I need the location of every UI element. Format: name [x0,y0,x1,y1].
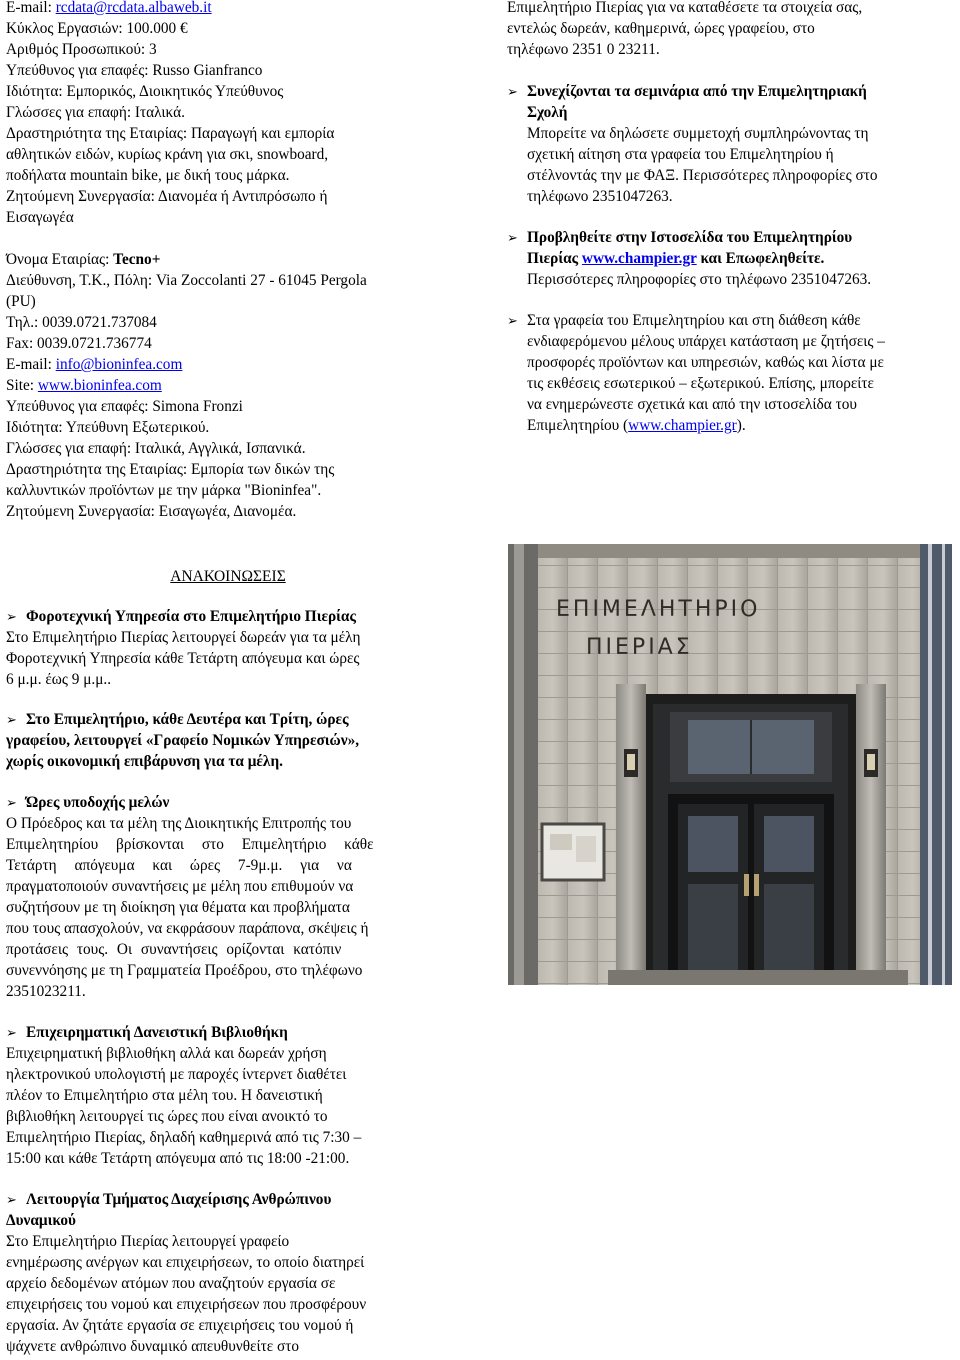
hr-heading-1: Λειτουργία Τμήματος Διαχείρισης Ανθρώπινου [26,1191,332,1208]
address-line-2: (PU) [6,293,36,310]
contact-line-2: Υπεύθυνος για επαφές: Simona Fronzi [6,398,243,415]
hours-text-7: προτάσεις τους. Οι συναντήσεις ορίζονται κατόπιν [6,941,342,958]
arrow-bullet-icon: ➢ [507,84,518,99]
library-text-6: 15:00 και κάθε Τετάρτη απόγευμα από τις 18:00 -21:00. [6,1150,350,1167]
activity-line-1c: ποδήλατα mountain bike, με δική τους μάρκα. [6,167,290,184]
phone-line: Τηλ.: 0039.0721.737084 [6,314,157,331]
activity-line-1b: αθλητικών ειδών, κυρίως κράνη για σκι, snowboard, [6,146,329,163]
champier-link-2[interactable]: www.champier.gr [628,417,737,434]
arrow-bullet-icon: ➢ [507,313,518,328]
hr-text-2: ενημέρωσης ανέργων και επιχειρήσεων, το οποίο διατηρεί [6,1254,365,1271]
hr-heading-2: Δυναμικού [6,1212,76,1229]
seminars-text-3: στέλνοντάς την με ΦΑΞ. Περισσότερες πληροφορίες στο [527,167,878,184]
sign-line-2: ΠΙΕΡΙΑΣ [586,635,693,660]
legal-heading-2: γραφείου, λειτουργεί «Γραφείο Νομικών Υπηρεσιών», [6,732,360,749]
email-link-2[interactable]: info@bioninfea.com [55,356,183,373]
bullet-website [507,227,957,290]
hr-text-6: ψάχνετε ανθρώπινο δυναμικό απευθυνθείτε στο [6,1338,300,1355]
address-line-1: Διεύθυνση, Τ.Κ., Πόλη: Via Zoccolanti 27 - 61045 Pergola [6,272,367,289]
offices-text-4: τις εκθέσεις εσωτερικού – εξωτερικού. Επίσης, μπορείτε [527,375,874,392]
seminars-heading-1: Συνεχίζονται τα σεμινάρια από την Επιμελητηριακή [527,83,867,100]
coop-line-1a: Ζητούμενη Συνεργασία: Διανομέα ή Αντιπρόσωπο ή [6,188,328,205]
offices-text-6: Επιμελητηρίου (www.champier.gr). [527,417,746,434]
bullet-offices [507,310,957,436]
hours-text-4: πραγματοποιούν συναντήσεις με μέλη που επιθυμούν να [6,878,354,895]
hours-text-3: Τετάρτη απόγευμα και ώρες 7-9μ.μ. για να [6,857,352,874]
announcement-legal [6,709,450,730]
announcements-title: ΑΝΑΚΟΙΝΩΣΕΙΣ [170,568,286,585]
email-line-1: E-mail: rcdata@rcdata.albaweb.it [6,0,212,16]
tax-text-3: 6 μ.μ. έως 9 μ.μ.. [6,671,112,688]
sign-line-1: ΕΠΙΜΕΛΗΤΗΡΙΟ [556,597,761,622]
arrow-bullet-icon: ➢ [6,1192,17,1207]
activity-line-1a: Δραστηριότητα της Εταιρίας: Παραγωγή και εμπορία [6,125,335,142]
arrow-bullet-icon: ➢ [507,230,518,245]
activity-line-2b: καλλυντικών προϊόντων με την μάρκα "Bioninfea". [6,482,322,499]
contact-line-1: Υπεύθυνος για επαφές: Russo Gianfranco [6,62,263,79]
library-text-1: Επιχειρηματική βιβλιοθήκη αλλά και δωρεάν χρήση [6,1045,327,1062]
hours-text-5: συζητήσουν με τη διοίκηση για θέματα και προβλήματα [6,899,350,916]
right-top-column [507,0,957,436]
lang-line-2: Γλώσσες για επαφή: Ιταλικά, Αγγλικά, Ισπανικά. [6,440,306,457]
champier-link-1[interactable]: www.champier.gr [581,250,697,267]
website-text-1: Περισσότερες πληροφορίες στο τηλέφωνο 2351047263. [527,271,872,288]
announcement-hours [6,792,450,813]
arrow-bullet-icon: ➢ [6,1025,17,1040]
tax-heading: Φοροτεχνική Υπηρεσία στο Επιμελητήριο Πιερίας [26,608,356,625]
library-text-2: ηλεκτρονικού υπολογιστή με παροχές ίντερνετ διαθέτει [6,1066,347,1083]
hr-text-3: αρχείο δεδομένων ατόμων που αναζητούν εργασία σε [6,1275,336,1292]
coop-line-1b: Εισαγωγέα [6,209,74,226]
tax-text-1: Στο Επιμελητήριο Πιερίας λειτουργεί δωρεάν για τα μέλη [6,629,361,646]
hours-text-2: Επιμελητηρίου βρίσκονται στο Επιμελητήριο κάθε [6,836,374,853]
arrow-bullet-icon: ➢ [6,795,17,810]
offices-text-1: Στα γραφεία του Επιμελητηρίου και στη διάθεση κάθε [527,312,861,329]
hr-text-4: επιχειρήσεις του νομού και επιχειρήσεων που προσφέρουν [6,1296,367,1313]
site-link[interactable]: www.bioninfea.com [37,377,162,394]
tax-text-2: Φοροτεχνική Υπηρεσία κάθε Τετάρτη απόγευμα και ώρες [6,650,360,667]
library-text-4: βιβλιοθήκη λειτουργεί τις ώρες που είναι ανοικτό το [6,1108,328,1125]
hr-text-1: Στο Επιμελητήριο Πιερίας λειτουργεί γραφείο [6,1233,290,1250]
deposit-line-1: Επιμελητήριο Πιερίας για να καταθέσετε τα στοιχεία σας, [507,0,863,16]
company-name-line: Όνομα Εταιρίας: Tecno+ [6,251,161,268]
hours-text-9: 2351023211. [6,983,86,1000]
announcement-tax [6,606,450,627]
left-top-column [6,0,476,522]
hours-heading: Ώρες υποδοχής μελών [26,794,170,811]
turnover-line: Κύκλος Εργασιών: 100.000 € [6,20,188,37]
library-text-3: πλέον το Επιμελητήριο στα μέλη του. Η δανειστική [6,1087,323,1104]
chamber-building-photo [508,544,952,985]
seminars-text-2: σχετική αίτηση στα γραφεία του Επιμελητηρίου ή [527,146,834,163]
hr-text-5: εργασία. Αν ζητάτε εργασία σε επιχειρήσεις του νομού ή [6,1317,354,1334]
site-line: Site: www.bioninfea.com [6,377,162,394]
seminars-text-4: τηλέφωνο 2351047263. [527,188,673,205]
deposit-line-2: εντελώς δωρεάν, καθημερινά, ώρες γραφείου, στο [507,20,815,37]
coop-line-2: Ζητούμενη Συνεργασία: Εισαγωγέα, Διανομέα. [6,503,297,520]
company-name: Tecno+ [113,251,161,268]
staff-line: Αριθμός Προσωπικού: 3 [6,41,157,58]
legal-heading-3: χωρίς οικονομική επιβάρυνση για τα μέλη. [6,753,283,770]
website-heading-2: Πιερίας www.champier.gr και Επωφεληθείτε. [527,250,825,267]
deposit-line-3: τηλέφωνο 2351 0 23211. [507,41,660,58]
activity-line-2a: Δραστηριότητα της Εταιρίας: Εμπορία των δικών της [6,461,335,478]
announcements-column [6,566,450,1357]
offices-text-3: προσφορές προϊόντων και υπηρεσιών, καθώς και λίστα με [527,354,884,371]
arrow-bullet-icon: ➢ [6,712,17,727]
hours-text-1: Ο Πρόεδρος και τα μέλη της Διοικητικής Επιτροπής του [6,815,352,832]
offices-text-2: ενδιαφερόμενου μέλους υπάρχει κατάσταση με ζητήσεις – [527,333,885,350]
offices-text-5: να ενημερώνεστε σχετικά και από την ιστοσελίδα του [527,396,857,413]
arrow-bullet-icon: ➢ [6,609,17,624]
library-heading: Επιχειρηματική Δανειστική Βιβλιοθήκη [26,1024,288,1041]
legal-heading-1: Στο Επιμελητήριο, κάθε Δευτέρα και Τρίτη, ώρες [26,711,349,728]
library-text-5: Επιμελητήριο Πιερίας, δηλαδή καθημερινά από τις 7:30 – [6,1129,362,1146]
seminars-heading-2: Σχολή [527,104,568,121]
bullet-seminars [507,81,957,207]
role-line-1: Ιδιότητα: Εμπορικός, Διοικητικός Υπεύθυνος [6,83,284,100]
announcement-library [6,1022,450,1043]
fax-line: Fax: 0039.0721.736774 [6,335,152,352]
hours-text-6: που τους απασχολούν, να εκφράσουν παράπονα, σκέψεις ή [6,920,369,937]
lang-line-1: Γλώσσες για επαφή: Ιταλικά. [6,104,185,121]
announcement-hr [6,1189,450,1210]
email-link-1[interactable]: rcdata@rcdata.albaweb.it [55,0,212,16]
hours-text-8: συνεννόησης με τη Γραμματεία Προέδρου, στο τηλέφωνο [6,962,363,979]
role-line-2: Ιδιότητα: Υπεύθυνη Εξωτερικού. [6,419,210,436]
website-heading-1: Προβληθείτε στην Ιστοσελίδα του Επιμελητηρίου [527,229,853,246]
email-line-2: E-mail: info@bioninfea.com [6,356,183,373]
seminars-text-1: Μπορείτε να δηλώσετε συμμετοχή συμπληρώνοντας τη [527,125,869,142]
